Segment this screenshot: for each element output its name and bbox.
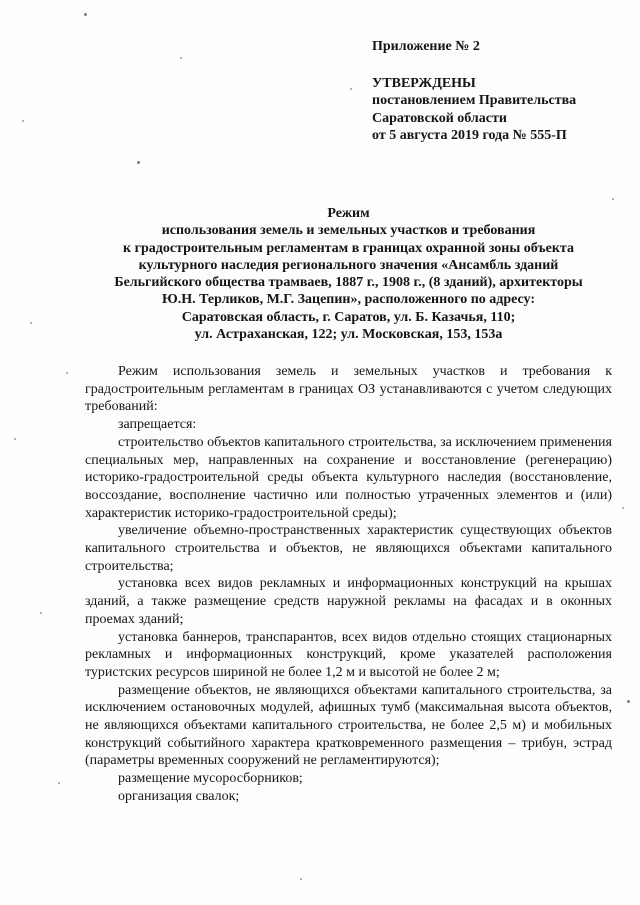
body-paragraph: запрещается: [118,417,197,433]
approval-line: УТВЕРЖДЕНЫ [372,75,476,91]
scan-speck [350,88,352,90]
body-paragraph: размещение мусоросборников; [118,771,303,787]
title-line: культурного наследия регионального значения «Ансамбль зданий [138,257,559,273]
document-body [85,363,612,806]
body-paragraph: строительство объектов капитального строительства, за исключением применения специальных мер, направленных на сохранение и восстановление (регенерацию) историко-градостроительной среды объекта культурного наследия (восстановление, воссоздание, восполнение частично или полностью утраченных элементов и (или) характеристик историко-градостроительной среды); [85,434,612,521]
scan-speck [84,13,87,16]
scan-speck [622,507,624,509]
body-paragraph: организация свалок; [118,788,240,804]
title-line: Режим [327,206,370,221]
scan-speck [627,700,630,703]
title-line: Бельгийского общества трамваев, 1887 г., 1908 г., (8 зданий), архитекторы [114,275,583,291]
approval-line: от 5 августа 2019 года № 555-П [372,128,567,143]
scan-speck [40,612,42,614]
body-paragraph: размещение объектов, не являющихся объектами капитального строительства, за исключением остановочных модулей, афишных тумб (максимальная высота объектов, не являющихся объектами капитального строительства, не более 2,5 м) и мобильных конструкций событийного характера кратковременного размещения – трибун, эстрад (параметры временных сооружений не регламентируются); [85,682,612,769]
scan-speck [66,372,68,374]
title-line: Саратовская область, г. Саратов, ул. Б. Казачья, 110; [181,309,516,325]
body-paragraph: установка баннеров, транспарантов, всех видов отдельно стоящих стационарных рекламных и информационных конструкций, кроме указателей расположения туристских ресурсов шириной не более 1,2 м и высотой не более 2 м; [85,629,612,680]
scan-speck [180,57,182,59]
scan-speck [30,322,32,324]
scan-speck [58,782,60,784]
title-line: ул. Астраханская, 122; ул. Московская, 153, 153а [194,327,503,343]
title-line: Ю.Н. Терликов, М.Г. Зацепин», расположенного по адресу: [161,292,536,308]
scan-speck [300,878,302,880]
title-line: к градостроительным регламентам в границах охранной зоны объекта [123,240,574,256]
body-paragraph: увеличение объемно-пространственных характеристик существующих объектов капитального строительства и объектов, не являющихся объектами капитального строительства; [85,523,612,574]
body-paragraph: установка всех видов рекламных и информационных конструкций на крышах зданий, а также размещение средств наружной рекламы на фасадах и в оконных проемах зданий; [85,576,612,627]
scan-speck [22,120,24,122]
approval-block [372,75,612,145]
scan-speck [612,198,614,200]
scan-speck [137,161,140,164]
body-paragraph: Режим использования земель и земельных участков и требования к градостроительным регламентам в границах ОЗ устанавливаются с учетом следующих требований: [85,364,612,415]
scan-speck [14,438,16,440]
document-title [85,205,612,343]
title-line: использования земель и земельных участков и требования [161,223,536,239]
annex-number: Приложение № 2 [372,39,480,54]
annex-header [372,38,612,145]
approval-line: постановлением Правительства [372,93,577,108]
approval-line: Саратовской области [372,110,507,126]
